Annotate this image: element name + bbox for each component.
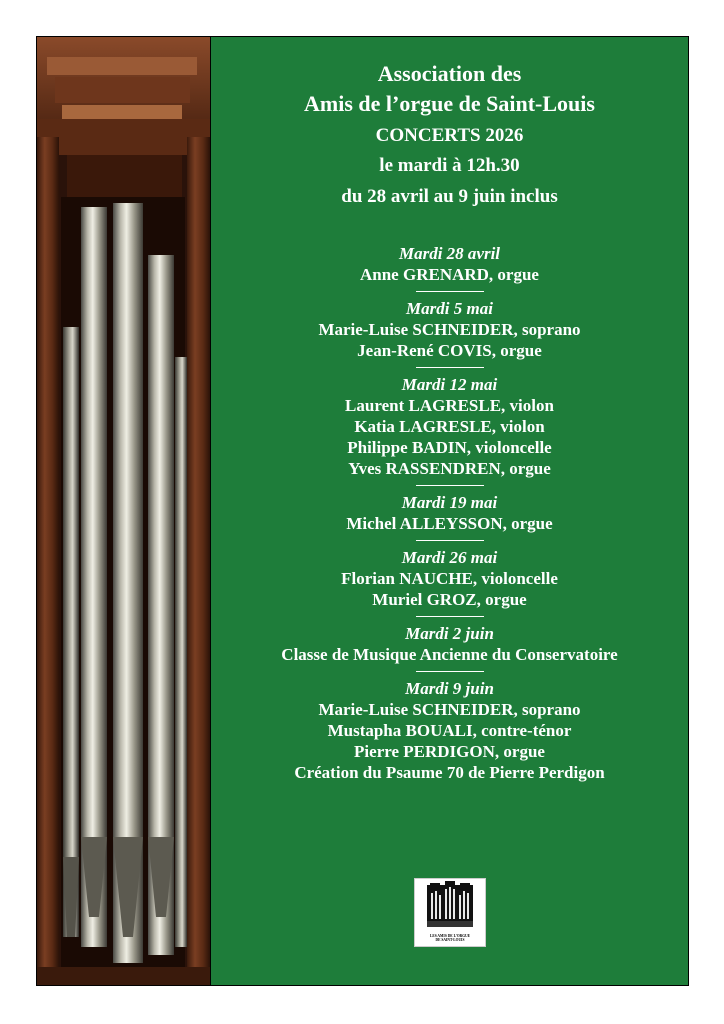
concert-program [211,244,688,783]
performer: Michel ALLEYSSON, orgue [346,514,553,533]
performer: Yves RASSENDREN, orgue [348,459,551,478]
concert-event [211,375,688,479]
performer: Laurent LAGRESLE, violon [345,396,554,415]
concert-date: Mardi 12 mai [401,375,498,394]
logo-caption-line: DE SAINT-LOUIS [435,938,465,942]
concert-period: du 28 avril au 9 juin inclus [341,186,558,207]
performer: Florian NAUCHE, violoncelle [341,569,558,588]
concert-event [211,299,688,361]
performer: Classe de Musique Ancienne du Conservatoire [281,645,618,664]
logo-caption-line: LES AMIS DE L’ORGUE [429,934,471,938]
concert-date: Mardi 5 mai [406,299,493,318]
performer: Marie-Luise SCHNEIDER, soprano [318,700,581,719]
performer: Philippe BADIN, violoncelle [347,438,552,457]
separator-rule [416,540,484,541]
performer: Katia LAGRESLE, violon [354,417,545,436]
concert-date: Mardi 2 juin [405,624,494,643]
performer: Muriel GROZ, orgue [372,590,527,609]
concert-panel [211,37,688,985]
logo-caption [415,934,485,942]
association-name: Amis de l’orgue de Saint-Louis [304,91,595,116]
separator-rule [416,616,484,617]
concert-event [211,244,688,285]
performer: Anne GRENARD, orgue [360,265,539,284]
concert-date: Mardi 28 avril [398,244,501,263]
concert-date: Mardi 19 mai [401,493,498,512]
performer: Mustapha BOUALI, contre-ténor [327,721,572,740]
concert-date: Mardi 9 juin [405,679,494,698]
concert-event [211,548,688,610]
performer: Jean-René COVIS, orgue [357,341,542,360]
concert-event [211,493,688,534]
separator-rule [416,291,484,292]
concert-event [211,624,688,665]
concert-time: le mardi à 12h.30 [379,155,520,176]
performer: Pierre PERDIGON, orgue [354,742,545,761]
performer: Marie-Luise SCHNEIDER, soprano [318,320,581,339]
association-logo [414,878,486,947]
organ-logo-icon [415,879,485,931]
separator-rule [416,367,484,368]
performer: Création du Psaume 70 de Pierre Perdigon [294,763,605,782]
association-title: Association des [377,61,522,86]
concerts-year: CONCERTS 2026 [375,125,524,146]
concert-event [211,679,688,783]
concert-date: Mardi 26 mai [401,548,498,567]
separator-rule [416,485,484,486]
separator-rule [416,671,484,672]
organ-pipes-photo [37,37,211,985]
